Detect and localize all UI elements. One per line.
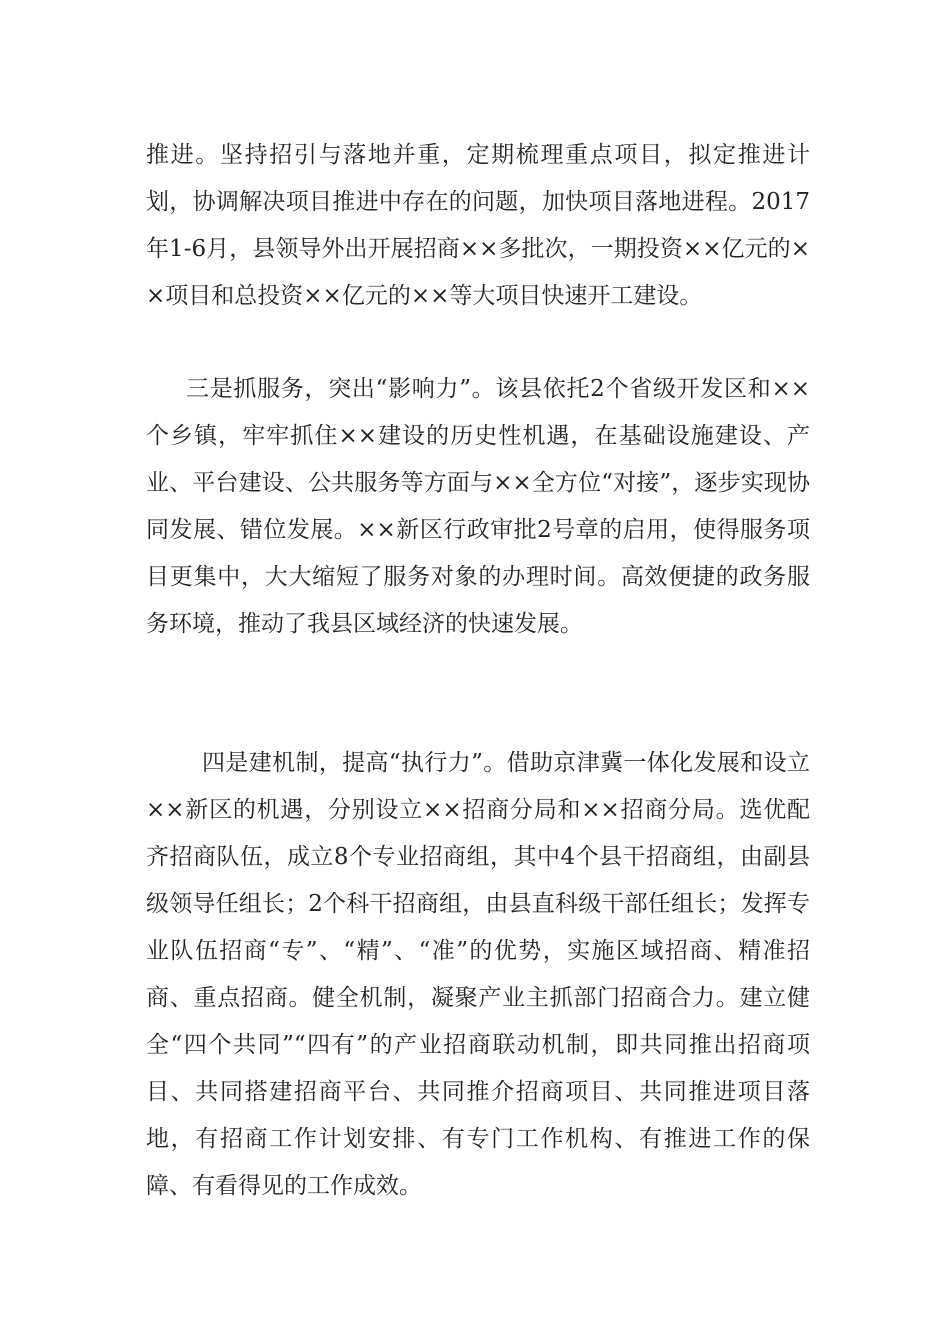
paragraph-service: 三是抓服务，突出“影响力”。该县依托2个省级开发区和××个乡镇，牢牢抓住××建设的历史性机遇，在基础设施建设、产业、平台建设、公共服务等方面与××全方位“对接”，逐步实现协同发展、错位发展。××新区行政审批2号章的启用，使得服务项目更集中，大大缩短了服务对象的办理时间。高效便捷的政务服务环境，推动了我县区域经济的快速发展。 (146, 376, 810, 637)
paragraph-continuation: 推进。坚持招引与落地并重，定期梳理重点项目，拟定推进计划，协调解决项目推进中存在的问题，加快项目落地进程。2017年1-6月，县领导外出开展招商××多批次，一期投资××亿元的××项目和总投资××亿元的××等大项目快速开工建设。 (146, 142, 810, 309)
paragraph-mechanism: 四是建机制，提高“执行力”。借助京津冀一体化发展和设立××新区的机遇，分别设立××招商分局和××招商分局。选优配齐招商队伍，成立8个专业招商组，其中4个县干招商组，由副县级领导任组长；2个科干招商组，由县直科级干部任组长；发挥专业队伍招商“专”、“精”、“准”的优势，实施区域招商、精准招商、重点招商。健全机制，凝聚产业主抓部门招商合力。建立健全“四个共同”“四有”的产业招商联动机制，即共同推出招商项目、共同搭建招商平台、共同推介招商项目、共同推进项目落地，有招商工作计划安排、有专门工作机构、有推进工作的保障、有看得见的工作成效。 (146, 750, 810, 1199)
